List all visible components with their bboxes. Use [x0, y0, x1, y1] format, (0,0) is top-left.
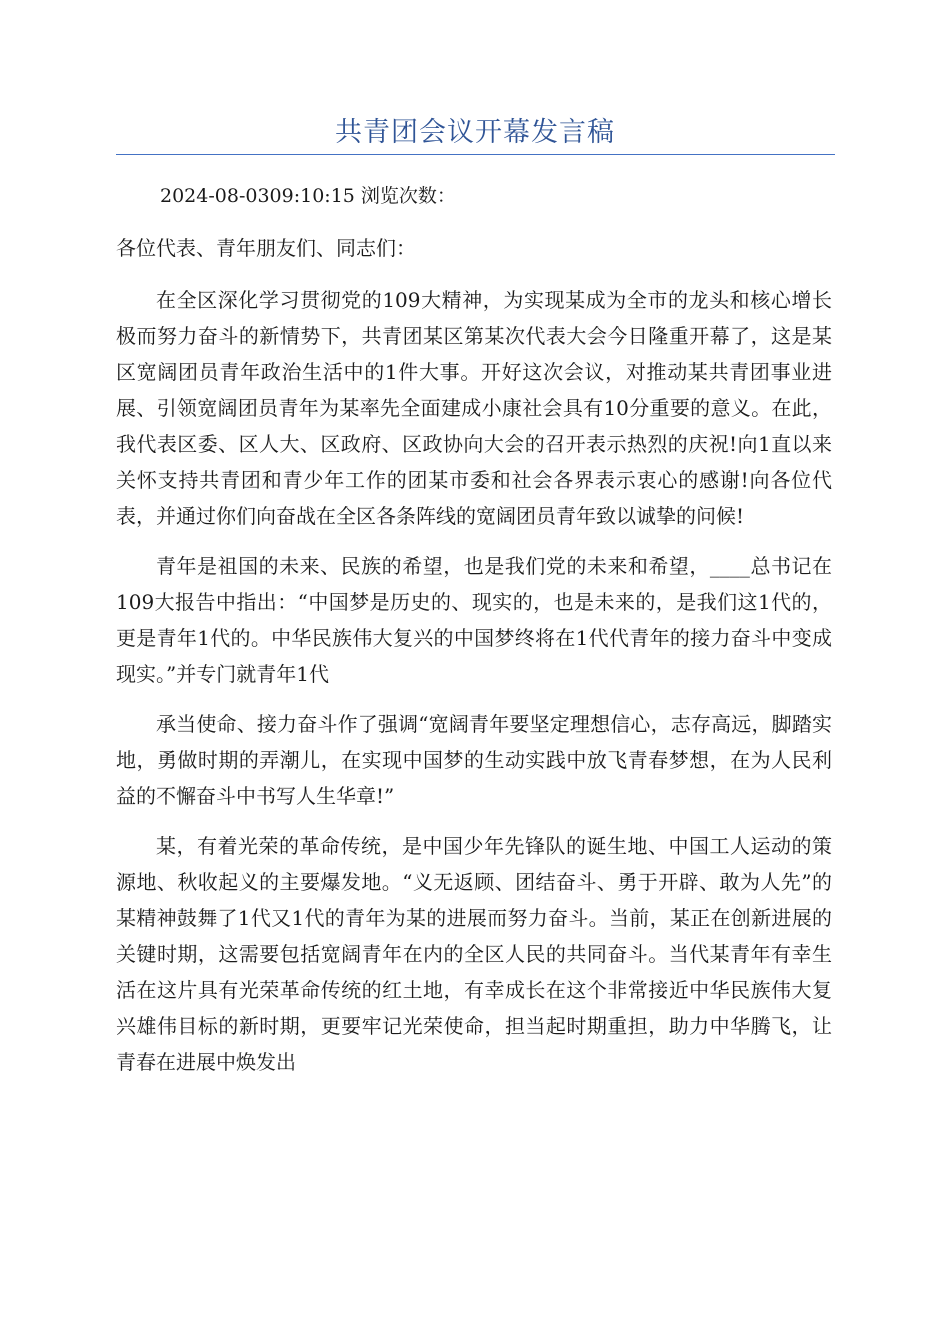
- paragraph: 某，有着光荣的革命传统，是中国少年先锋队的诞生地、中国工人运动的策源地、秋收起义的主要爆发地。“义无返顾、团结奋斗、勇于开辟、敢为人先”的某精神鼓舞了1代又1代的青年为某的进展而努力奋斗。当前，某正在创新进展的关键时期，这需要包括宽阔青年在内的全区人民的共同奋斗。当代某青年有幸生活在这片具有光荣革命传统的红土地，有幸成长在这个非常接近中华民族伟大复兴雄伟目标的新时期，更要牢记光荣使命，担当起时期重担，助力中华腾飞，让青春在进展中焕发出: [116, 834, 832, 1074]
- publish-meta: 2024-08-0309:10:15 浏览次数：: [160, 185, 456, 207]
- paragraph: 在全区深化学习贯彻党的109大精神，为实现某成为全市的龙头和核心增长极而努力奋斗的新情势下，共青团某区第某次代表大会今日隆重开幕了，这是某区宽阔团员青年政治生活中的1件大事。开好这次会议，对推动某共青团事业进展、引领宽阔团员青年为某率先全面建成小康社会具有10分重要的意义。在此，我代表区委、区人大、区政府、区政协向大会的召开表示热烈的庆祝!向1直以来关怀支持共青团和青少年工作的团某市委和社会各界表示衷心的感谢!向各位代表，并通过你们向奋战在全区各条阵线的宽阔团员青年致以诚挚的问候!: [116, 288, 832, 528]
- paragraph: 承当使命、接力奋斗作了强调“宽阔青年要坚定理想信心，志存高远，脚踏实地，勇做时期的弄潮儿，在实现中国梦的生动实践中放飞青春梦想，在为人民利益的不懈奋斗中书写人生华章!”: [116, 712, 832, 808]
- salutation: 各位代表、青年朋友们、同志们：: [116, 236, 416, 260]
- paragraph: 青年是祖国的未来、民族的希望，也是我们党的未来和希望，____总书记在109大报告中指出：“中国梦是历史的、现实的，也是未来的，是我们这1代的，更是青年1代的。中华民族伟大复兴的中国梦终将在1代代青年的接力奋斗中变成现实。”并专门就青年1代: [116, 554, 832, 686]
- page-title: 共青团会议开幕发言稿: [335, 117, 615, 148]
- title-divider: [116, 154, 835, 155]
- document-body: [116, 230, 832, 1094]
